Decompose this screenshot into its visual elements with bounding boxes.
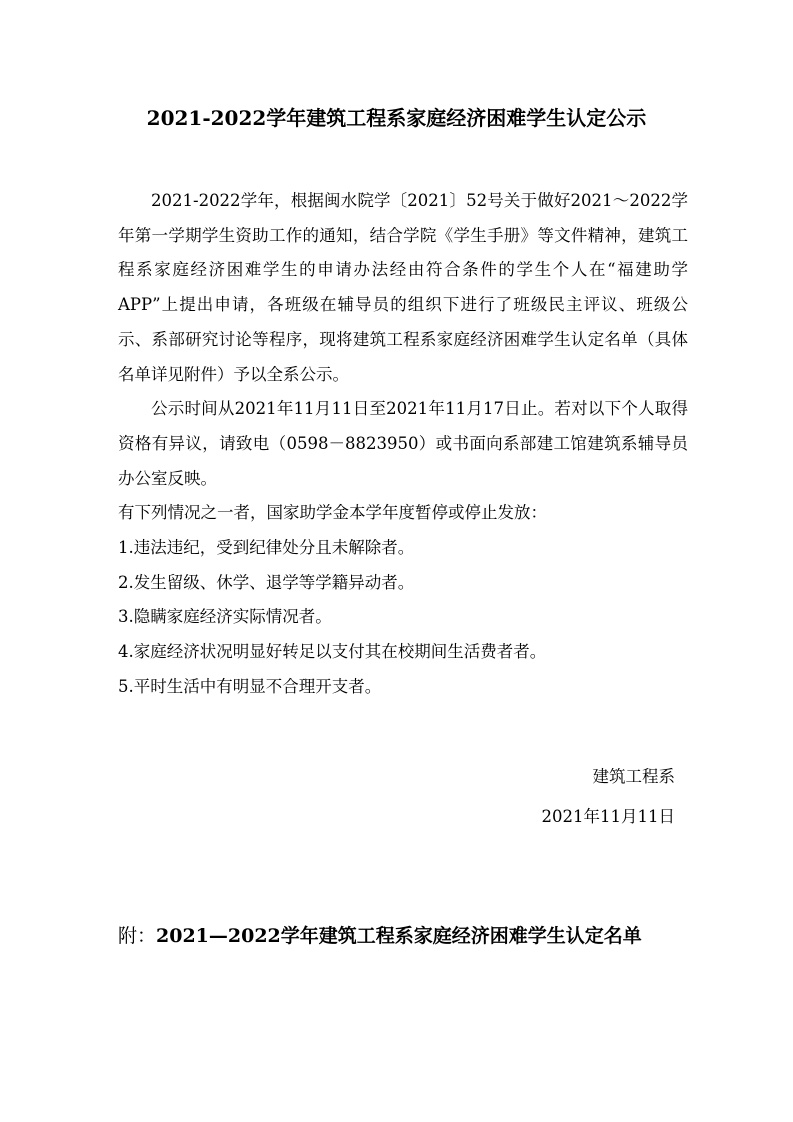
condition-item-1: 1.违法违纪，受到纪律处分且未解除者。 [118, 538, 415, 558]
attachment-heading [118, 920, 688, 952]
attachment-prefix: 附： [118, 925, 157, 947]
signature-date: 2021年11月11日 [541, 807, 675, 826]
attachment-title: 2021—2022学年建筑工程系家庭经济困难学生认定名单 [156, 925, 642, 947]
paragraph-basis: 2021-2022学年，根据闽水院学〔2021〕52号关于做好2021～2022学年第一学期学生资助工作的通知，结合学院《学生手册》等文件精神，建筑工程系家庭经济困难学生的申请办法经由符合条件的学生个人在“福建助学APP”上提出申请，各班级在辅导员的组织下进行了班级民主评议、班级公示、系部研究讨论等程序，现将建筑工程系家庭经济困难学生认定名单（具体名单详见附件）予以全系公示。 [118, 191, 688, 384]
signature-org: 建筑工程系 [592, 767, 675, 786]
condition-item-3: 3.隐瞒家庭经济实际情况者。 [118, 607, 332, 627]
paragraph-period: 公示时间从2021年11月11日至2021年11月17日止。若对以下个人取得资格有异议，请致电（0598－8823950）或书面向系部建工馆建筑系辅导员办公室反映。 [118, 399, 688, 488]
conditions-intro: 有下列情况之一者，国家助学金本学年度暂停或停止发放： [118, 503, 547, 523]
condition-item-4: 4.家庭经济状况明显好转足以支付其在校期间生活费者者。 [118, 642, 547, 662]
condition-item-2: 2.发生留级、休学、退学等学籍异动者。 [118, 572, 415, 592]
document-title: 2021-2022学年建筑工程系家庭经济困难学生认定公示 [146, 106, 647, 130]
condition-item-5: 5.平时生活中有明显不合理开支者。 [118, 676, 382, 696]
document-body [118, 184, 688, 705]
